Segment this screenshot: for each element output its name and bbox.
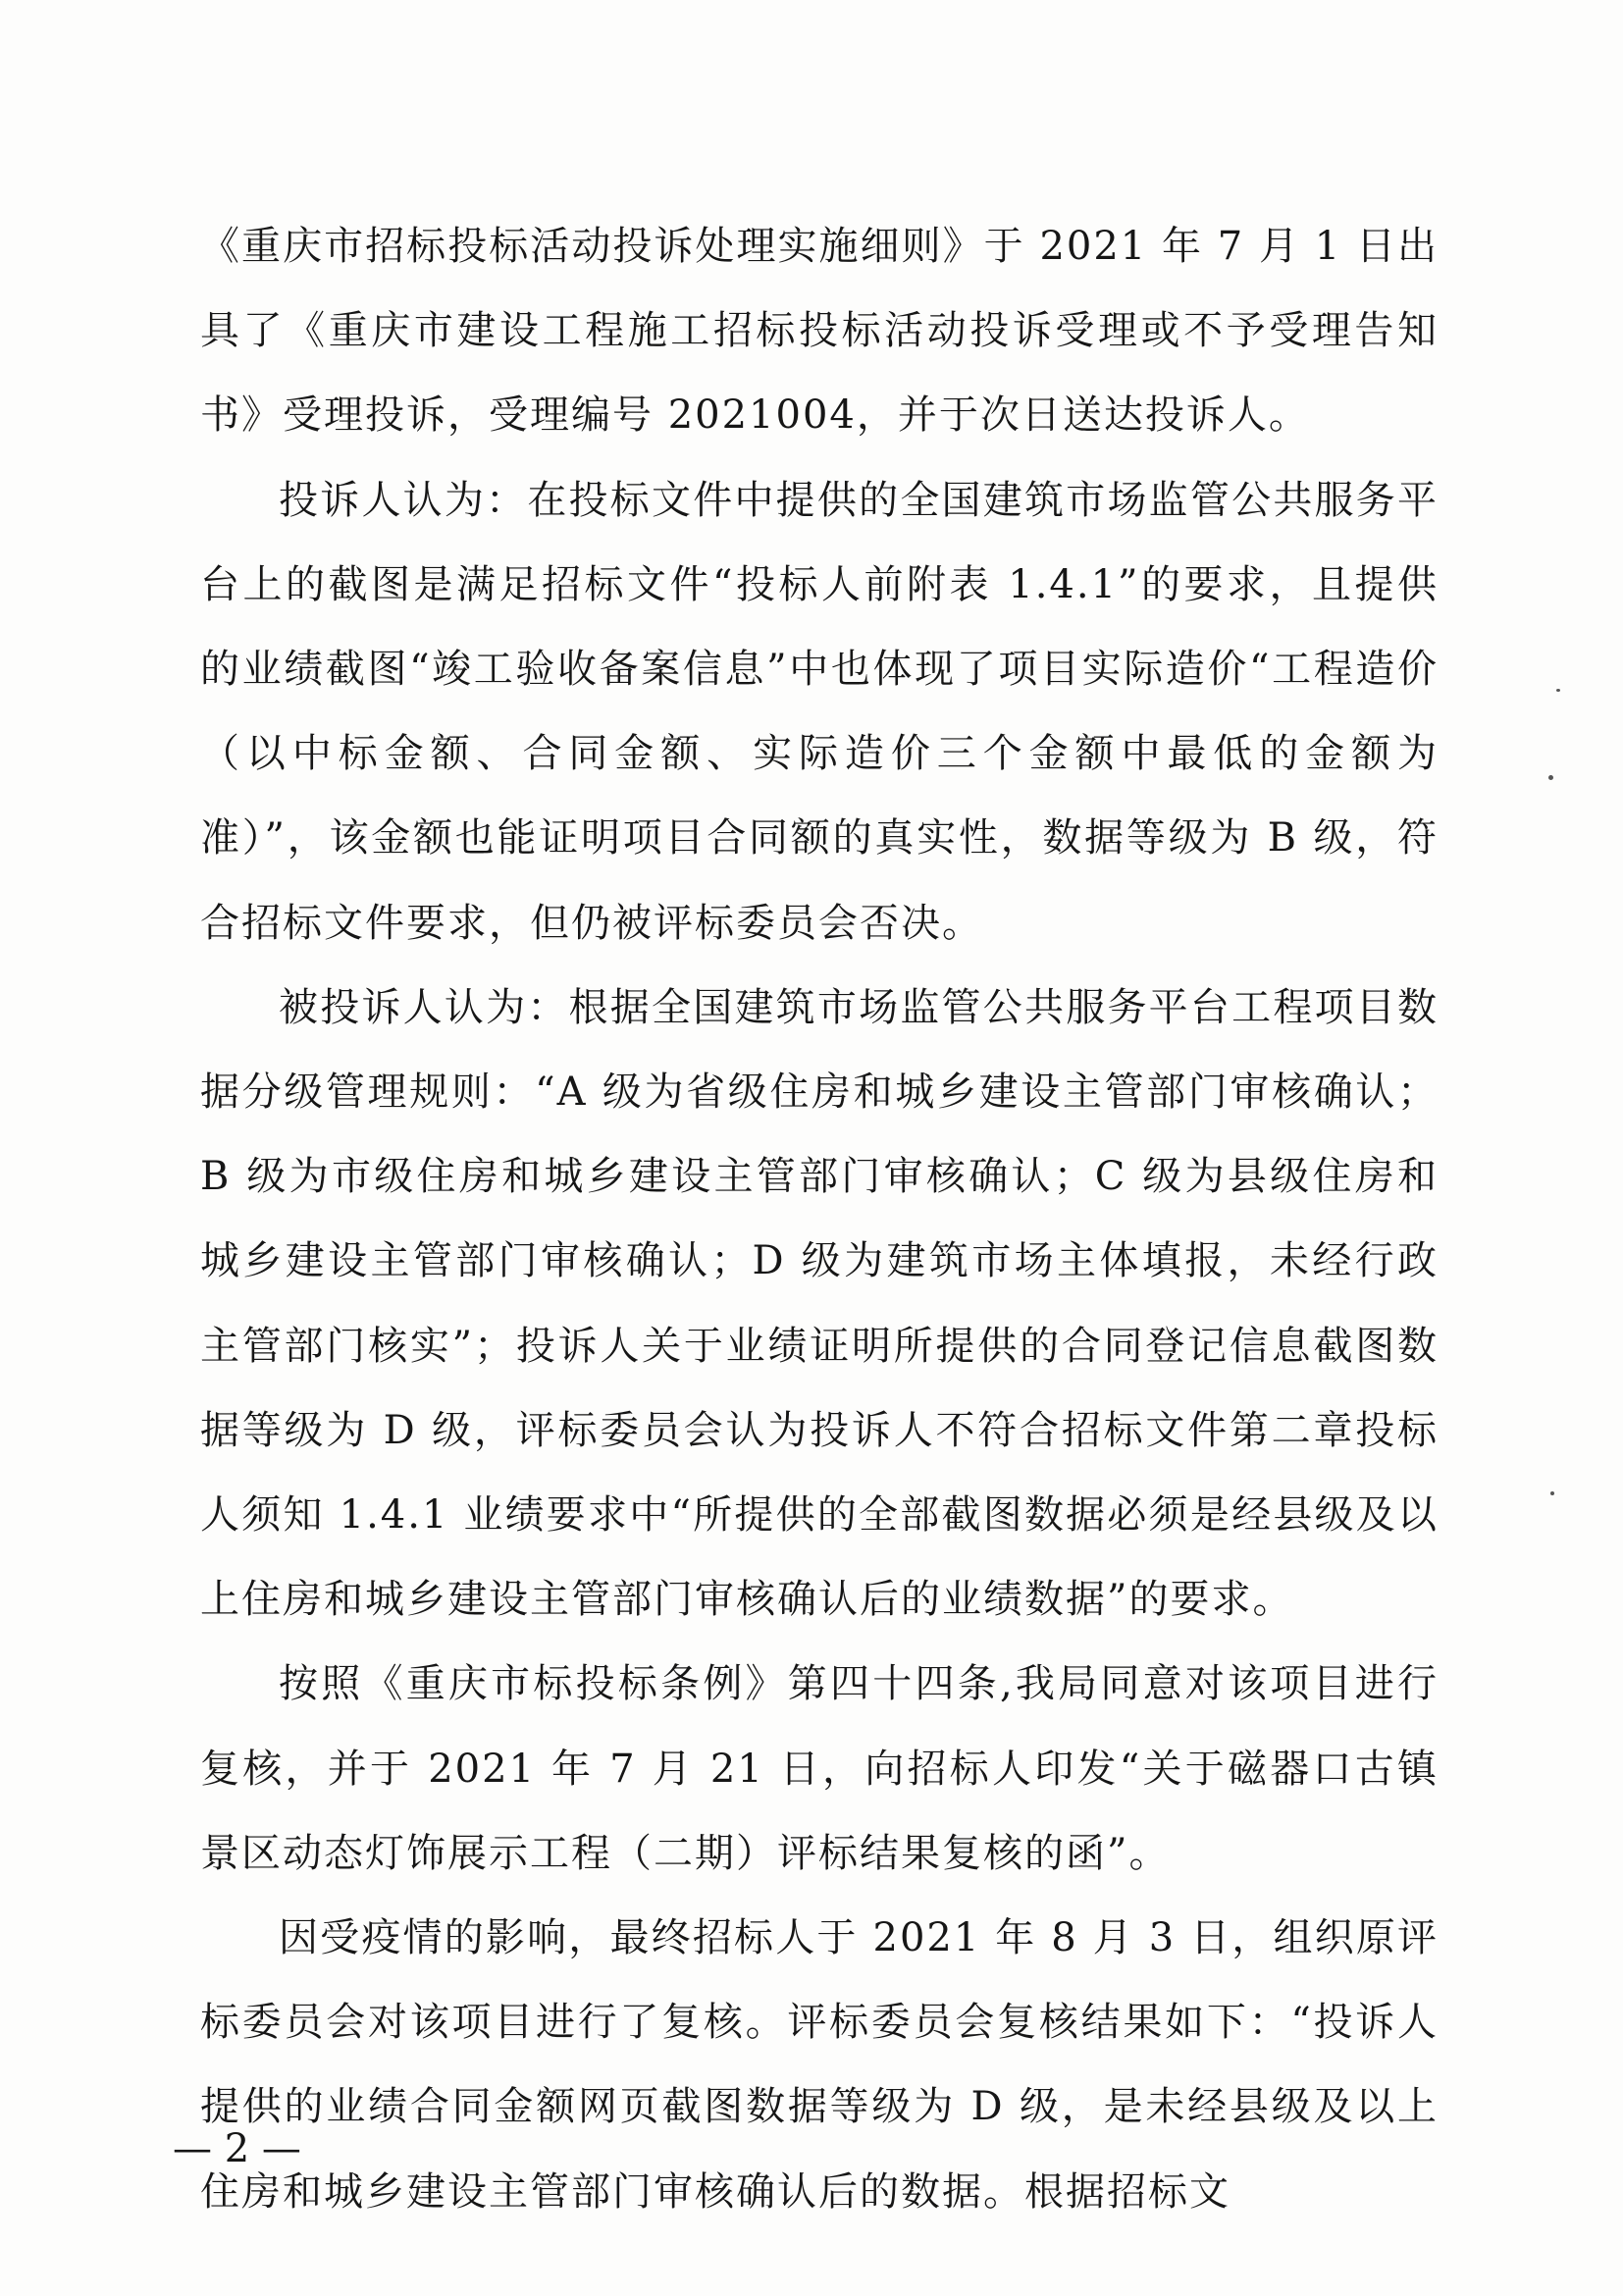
paragraph-review-result: 因受疫情的影响，最终招标人于 2021 年 8 月 3 日，组织原评标委员会对该项目进行了复核。评标委员会复核结果如下：“投诉人提供的业绩合同金额网页截图数据等级为 D 级，是未经县级及以上住房和城乡建设主管部门审核确认后的数据。根据招标文	[200, 1915, 1439, 2215]
scan-speck	[1550, 1491, 1554, 1495]
paragraph-complainant-view: 投诉人认为：在投标文件中提供的全国建筑市场监管公共服务平台上的截图是满足招标文件“投标人前附表 1.4.1”的要求，且提供的业绩截图“竣工验收备案信息”中也体现了项目实际造价“工程造价（以中标金额、合同金额、实际造价三个金额中最低的金额为准）”，该金额也能证明项目合同额的真实性，数据等级为 B 级，符合招标文件要求，但仍被评标委员会否决。	[200, 477, 1439, 946]
paragraph-continuation: 《重庆市招标投标活动投诉处理实施细则》于 2021 年 7 月 1 日出具了《重庆市建设工程施工招标投标活动投诉受理或不予受理告知书》受理投诉，受理编号 2021004，并于次日送达投诉人。	[200, 224, 1439, 439]
paragraph-respondent-view: 被投诉人认为：根据全国建筑市场监管公共服务平台工程项目数据分级管理规则：“A 级为省级住房和城乡建设主管部门审核确认；B 级为市级住房和城乡建设主管部门审核确认；C 级为县级住房和城乡建设主管部门审核确认；D 级为建筑市场主体填报，未经行政主管部门核实”；投诉人关于业绩证明所提供的合同登记信息截图数据等级为 D 级，评标委员会认为投诉人不符合招标文件第二章投标人须知 1.4.1 业绩要求中“所提供的全部截图数据必须是经县级及以上住房和城乡建设主管部门审核确认后的业绩数据”的要求。	[200, 984, 1439, 1623]
page-number: — 2 —	[173, 2126, 301, 2171]
scan-speck	[1548, 775, 1553, 780]
document-body	[200, 204, 1439, 2234]
scan-speck	[1556, 689, 1560, 692]
paragraph-review-request: 按照《重庆市标投标条例》第四十四条,我局同意对该项目进行复核，并于 2021 年 7 月 21 日，向招标人印发“关于磁器口古镇景区动态灯饰展示工程（二期）评标结果复核的函”。	[200, 1661, 1439, 1876]
